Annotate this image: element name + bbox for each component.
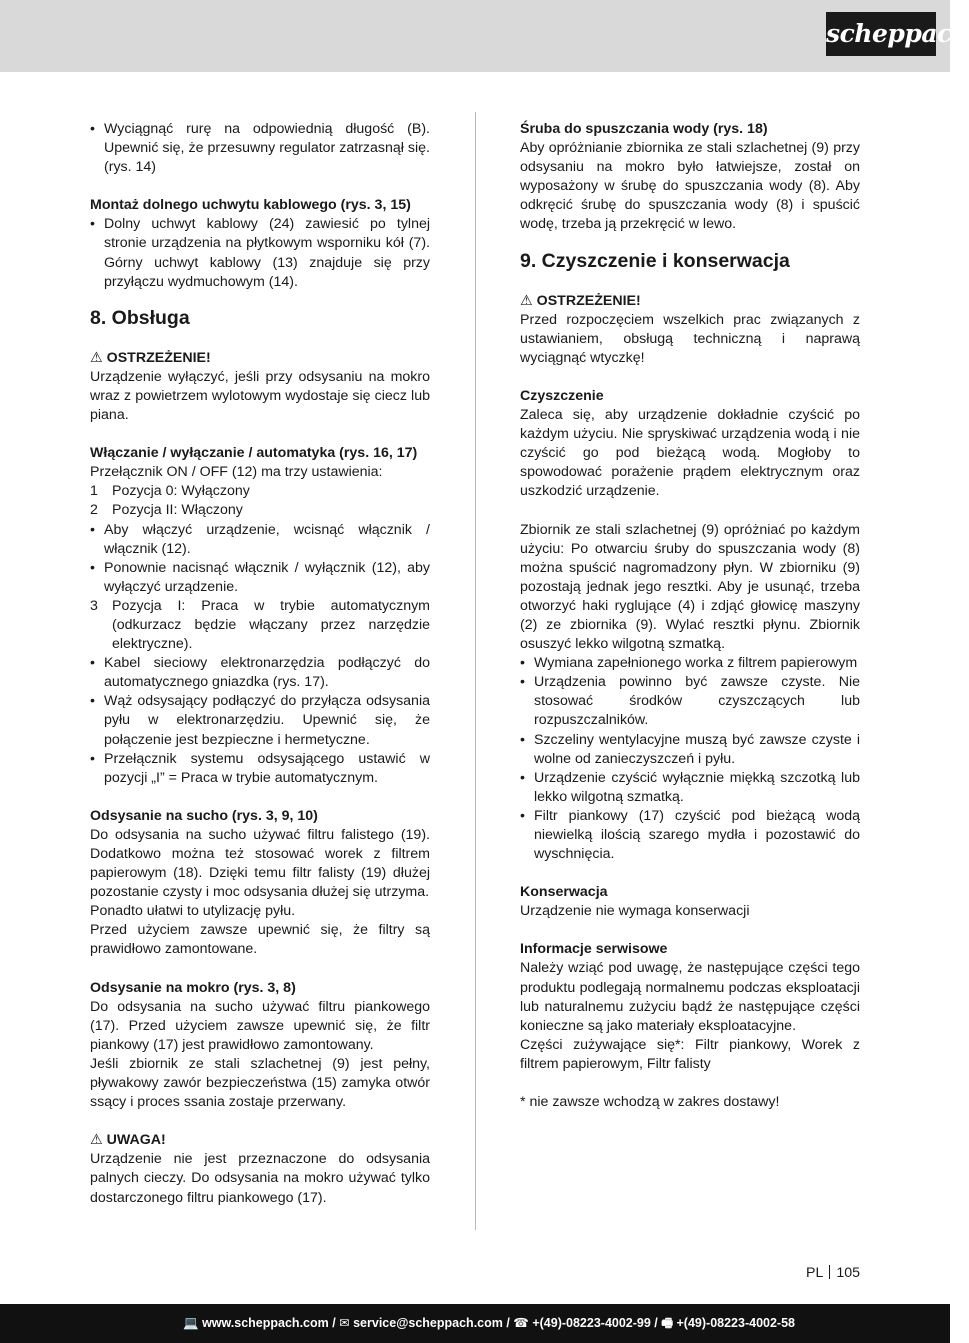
paragraph: Należy wziąć pod uwagę, że następujące części tego produktu podlegają normalnemu podczas eksploatacji lub naturalnemu zużyciu bądź że następujące części konieczne są jako materiały eksploatacyjne.: [520, 960, 860, 1034]
list-item: • Przełącznik systemu odsysającego ustawić w pozycji „I” = Praca w trybie automatycznym.: [90, 750, 430, 786]
list-item: • Wąż odsysający podłączyć do przyłącza odsysania pyłu w elektronarzędziu. Upewnić się, że połączenie jest bezpieczne i hermetyczne.: [90, 693, 430, 748]
subheading: Konserwacja: [520, 884, 608, 901]
page-number: [806, 1265, 860, 1281]
page-header: [0, 0, 969, 72]
paragraph: Przed rozpoczęciem wszelkich prac związanych z ustawianiem, obsługą techniczną i naprawą wyciągnąć wtyczkę!: [520, 311, 860, 366]
left-column: [90, 120, 430, 1208]
numbered-item: 1 Pozycja 0: Wyłączony: [90, 483, 250, 500]
list-item: • Aby włączyć urządzenie, wcisnąć włącznik / włącznik (12).: [90, 521, 430, 557]
paragraph: Jeśli zbiornik ze stali szlachetnej (9) jest pełny, pływakowy zawór bezpieczeństwa (15) zamyka otwór ssący i proces ssania zostaje przerwany.: [90, 1055, 430, 1111]
paragraph: Części zużywające się*: Filtr piankowy, Worek z filtrem papierowym, Filtr falisty: [520, 1036, 860, 1072]
list-item: • Dolny uchwyt kablowy (24) zawiesić po tylnej stronie urządzenia na płytkowym wsporniku kół (7). Górny uchwyt kablowy (13) znajduje się przy przyłączu wydmuchowym (14).: [90, 216, 430, 290]
warning-heading: ⚠ OSTRZEŻENIE!: [520, 292, 641, 309]
paragraph: Przed użyciem zawsze upewnić się, że filtry są prawidłowo zamontowane.: [90, 922, 430, 958]
numbered-item: 3 Pozycja I: Praca w trybie automatycznym (odkurzacz będzie włączany przez narzędzie elektryczne).: [90, 597, 430, 653]
subheading: Śruba do spuszczania wody (rys. 18): [520, 121, 768, 137]
paragraph: Zaleca się, aby urządzenie dokładnie czyścić po każdym użyciu. Nie spryskiwać urządzenia wodą i nie czyścić go pod bieżącą wodą. Mogłoby to spowodować porażenie prądem elektrycznym oraz uszkodzić urządzenie.: [520, 407, 860, 500]
subheading: Czyszczenie: [520, 387, 604, 404]
contact-line: 💻 www.scheppach.com / ✉ service@scheppach.com / ☎ +(49)-08223-4002-99 / 🖷 +(49)-08223-4002-58: [183, 1316, 795, 1330]
subheading: Włączanie / wyłączanie / automatyka (rys. 16, 17): [90, 445, 418, 462]
subheading: Odsysanie na mokro (rys. 3, 8): [90, 979, 296, 996]
list-item: • Kabel sieciowy elektronarzędzia podłączyć do automatycznego gniazdka (rys. 17).: [90, 655, 430, 691]
paragraph: Przełącznik ON / OFF (12) ma trzy ustawienia:: [90, 464, 383, 481]
list-item: • Szczeliny wentylacyjne muszą być zawsze czyste i wolne od zanieczyszczeń i pyłu.: [520, 731, 860, 767]
warning-heading: ⚠ UWAGA!: [90, 1132, 166, 1149]
page-number-value: 105: [836, 1265, 861, 1281]
paragraph: Urządzenie nie wymaga konserwacji: [520, 903, 750, 920]
paragraph: Urządzenie wyłączyć, jeśli przy odsysaniu na mokro wraz z powietrzem wylotowym wydostaje się ciecz lub piana.: [90, 368, 430, 424]
right-column: [520, 120, 860, 1112]
list-item: • Filtr piankowy (17) czyścić pod bieżącą wodą niewielką ilością szarego mydła i pozostawić do wyschnięcia.: [520, 807, 860, 863]
subheading: Montaż dolnego uchwytu kablowego (rys. 3, 15): [90, 197, 411, 214]
column-divider: [475, 112, 476, 1230]
list-item: • Wyciągnąć rurę na odpowiednią długość (B). Upewnić się, że przesuwny regulator zatrzasnął się. (rys. 14): [90, 121, 430, 176]
list-item: • Wymiana zapełnionego worka z filtrem papierowym: [520, 655, 858, 672]
list-item: • Urządzenie czyścić wyłącznie miękką szczotką lub lekko wilgotną szmatką.: [520, 769, 860, 805]
section-heading-9: 9. Czyszczenie i konserwacja: [520, 249, 790, 272]
paragraph: Urządzenie nie jest przeznaczone do odsysania palnych cieczy. Do odsysania na mokro używać tylko dostarczonego filtru piankowego (17).: [90, 1151, 430, 1206]
page-language: PL: [806, 1265, 824, 1281]
list-item: • Urządzenia powinno być zawsze czyste. Nie stosować środków czyszczących lub rozpuszczalników.: [520, 674, 860, 729]
numbered-item: 2 Pozycja II: Włączony: [90, 502, 243, 519]
paragraph: Do odsysania na sucho używać filtru falistego (19). Dodatkowo można też stosować worek z filtrem papierowym (18). Dzięki temu filtr falisty (19) dłużej pozostanie czysty i moc odsysania dłużej się utrzyma.: [90, 826, 430, 901]
section-heading-8: 8. Obsługa: [90, 306, 190, 329]
paragraph: Aby opróżnianie zbiornika ze stali szlachetnej (9) przy odsysaniu na mokro było łatwiejsze, został on wyposażony w śrubę do spuszczania wody (8). Aby odkręcić śrubę do spuszczania wody (8) i spuścić wodę, trzeba ją przekręcić w lewo.: [520, 140, 860, 233]
paragraph: Ponadto ułatwi to utylizację pyłu.: [90, 903, 296, 920]
subheading: Informacje serwisowe: [520, 941, 668, 958]
warning-heading: ⚠ OSTRZEŻENIE!: [90, 349, 211, 366]
paragraph: Do odsysania na sucho używać filtru piankowego (17). Przed użyciem zawsze upewnić się, że filtr piankowy (17) jest prawidłowo zamontowany.: [90, 998, 430, 1053]
brand-logo: scheppach: [826, 12, 936, 56]
subheading: Odsysanie na sucho (rys. 3, 9, 10): [90, 807, 318, 824]
footnote: * nie zawsze wchodzą w zakres dostawy!: [520, 1094, 780, 1111]
list-item: • Ponownie nacisnąć włącznik / wyłącznik (12), aby wyłączyć urządzenie.: [90, 559, 430, 595]
page-footer: [0, 1304, 950, 1343]
paragraph: Zbiornik ze stali szlachetnej (9) opróżniać po każdym użyciu: Po otwarciu śruby do spuszczania wody (8) można spuścić nagromadzony płyn. W zbiorniku (9) pozostają jednak jego resztki. Aby je usunąć, trzeba otworzyć haki ryglujące (4) i zdjąć głowicę maszyny (2) ze zbiornika (9). Wylać resztki płynu. Zbiornik osuszyć lekko wilgotną szmatką.: [520, 521, 860, 653]
